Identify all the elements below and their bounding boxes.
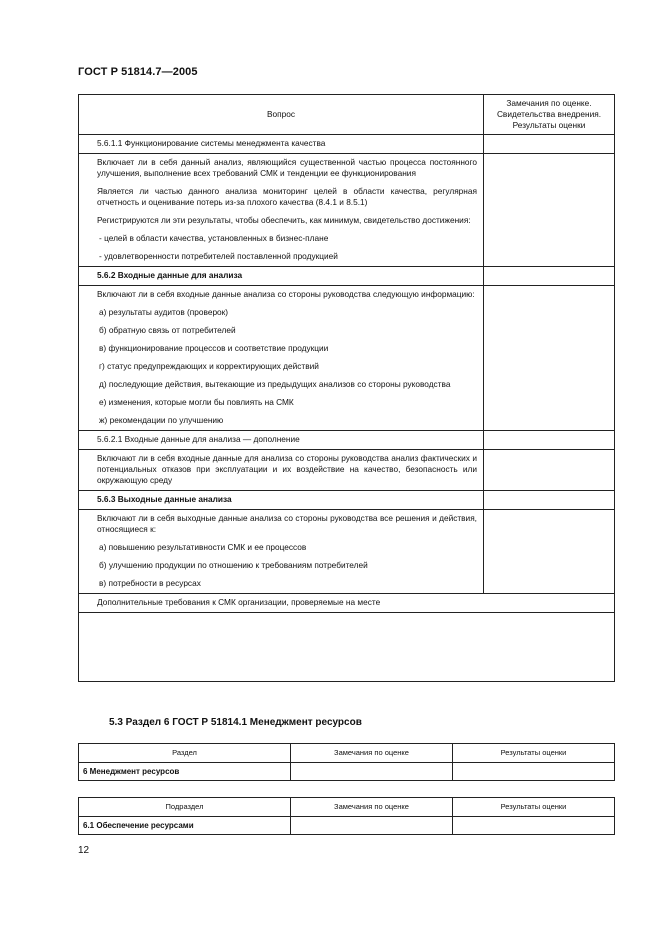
- document-header: ГОСТ Р 51814.7—2005: [78, 66, 198, 78]
- question-item: Включают ли в себя выходные данные анализа со стороны руководства все решения и действия, относящиеся к:: [97, 513, 477, 534]
- list-item: а) результаты аудитов (проверок): [99, 307, 229, 317]
- question-group: [79, 154, 484, 267]
- remarks-cell: [484, 510, 615, 594]
- list-item: а) повышению результативности СМК и ее процессов: [99, 542, 307, 552]
- list-item: в) функционирование процессов и соответствие продукции: [99, 343, 329, 353]
- remarks-cell: [291, 763, 453, 781]
- list-item: г) статус предупреждающих и корректирующих действий: [99, 361, 319, 371]
- results-cell: [453, 763, 615, 781]
- list-item: б) обратную связь от потребителей: [99, 325, 236, 335]
- question-item: Регистрируются ли эти результаты, чтобы обеспечить, как минимум, свидетельство достижения:: [97, 215, 471, 225]
- list-item: б) улучшению продукции по отношению к требованиям потребителей: [99, 560, 368, 570]
- subsection-heading: 5.6.2.1 Входные данные для анализа — дополнение: [79, 431, 484, 450]
- column-header-section: Раздел: [79, 744, 291, 763]
- remarks-cell: [484, 491, 615, 510]
- page-number: 12: [78, 845, 90, 856]
- question-item: Включают ли в себя входные данные анализа со стороны руководства следующую информацию:: [97, 289, 475, 299]
- list-item: е) изменения, которые могли бы повлиять на СМК: [99, 397, 294, 407]
- column-header-results: Результаты оценки: [453, 744, 615, 763]
- list-item: - целей в области качества, установленных в бизнес-плане: [99, 233, 329, 243]
- additional-requirements-label: Дополнительные требования к СМК организации, проверяемые на месте: [79, 594, 615, 613]
- subsection-heading: 5.6.1.1 Функционирование системы менеджмента качества: [79, 135, 484, 154]
- section-table: [78, 743, 615, 781]
- question-item: Включает ли в себя данный анализ, являющийся существенной частью процесса постоянного улучшения, выполнение всех требований СМК и тенденции ее функционирования: [97, 157, 477, 178]
- question-item: Включают ли в себя входные данные для анализа со стороны руководства анализ фактических и потенциальных отказов при эксплуатации и их воздействие на качество, безопасность или окружающую среду: [79, 450, 484, 491]
- question-group: [79, 510, 484, 594]
- results-cell: [453, 817, 615, 835]
- list-item: ж) рекомендации по улучшению: [99, 415, 224, 425]
- question-table: [78, 94, 615, 682]
- list-item: в) потребности в ресурсах: [99, 578, 201, 588]
- column-header-remarks: Замечания по оценке: [291, 744, 453, 763]
- subsection-row-label: 6.1 Обеспечение ресурсами: [79, 817, 291, 835]
- question-item: Является ли частью данного анализа мониторинг целей в области качества, регулярная отчетность и оценивание потерь из-за плохого качества (8.4.1 и 8.5.1): [97, 186, 477, 207]
- column-header-question: Вопрос: [79, 95, 484, 135]
- column-header-remarks: Замечания по оценке. Свидетельства внедрения. Результаты оценки: [484, 95, 615, 135]
- remarks-cell: [484, 450, 615, 491]
- column-header-subsection: Подраздел: [79, 798, 291, 817]
- remarks-cell: [291, 817, 453, 835]
- list-item: - удовлетворенности потребителей поставленной продукцией: [99, 251, 338, 261]
- column-header-remarks: Замечания по оценке: [291, 798, 453, 817]
- remarks-cell: [484, 431, 615, 450]
- remarks-cell: [484, 286, 615, 431]
- subsection-heading: 5.6.2 Входные данные для анализа: [79, 267, 484, 286]
- section-title: 5.3 Раздел 6 ГОСТ Р 51814.1 Менеджмент ресурсов: [109, 717, 362, 728]
- list-item: д) последующие действия, вытекающие из предыдущих анализов со стороны руководства: [99, 379, 451, 389]
- remarks-cell: [484, 135, 615, 154]
- subsection-heading: 5.6.3 Выходные данные анализа: [79, 491, 484, 510]
- remarks-cell: [484, 154, 615, 267]
- subsection-table: [78, 797, 615, 835]
- question-group: [79, 286, 484, 431]
- empty-notes-area: [79, 613, 615, 682]
- column-header-results: Результаты оценки: [453, 798, 615, 817]
- remarks-cell: [484, 267, 615, 286]
- section-row-label: 6 Менеджмент ресурсов: [79, 763, 291, 781]
